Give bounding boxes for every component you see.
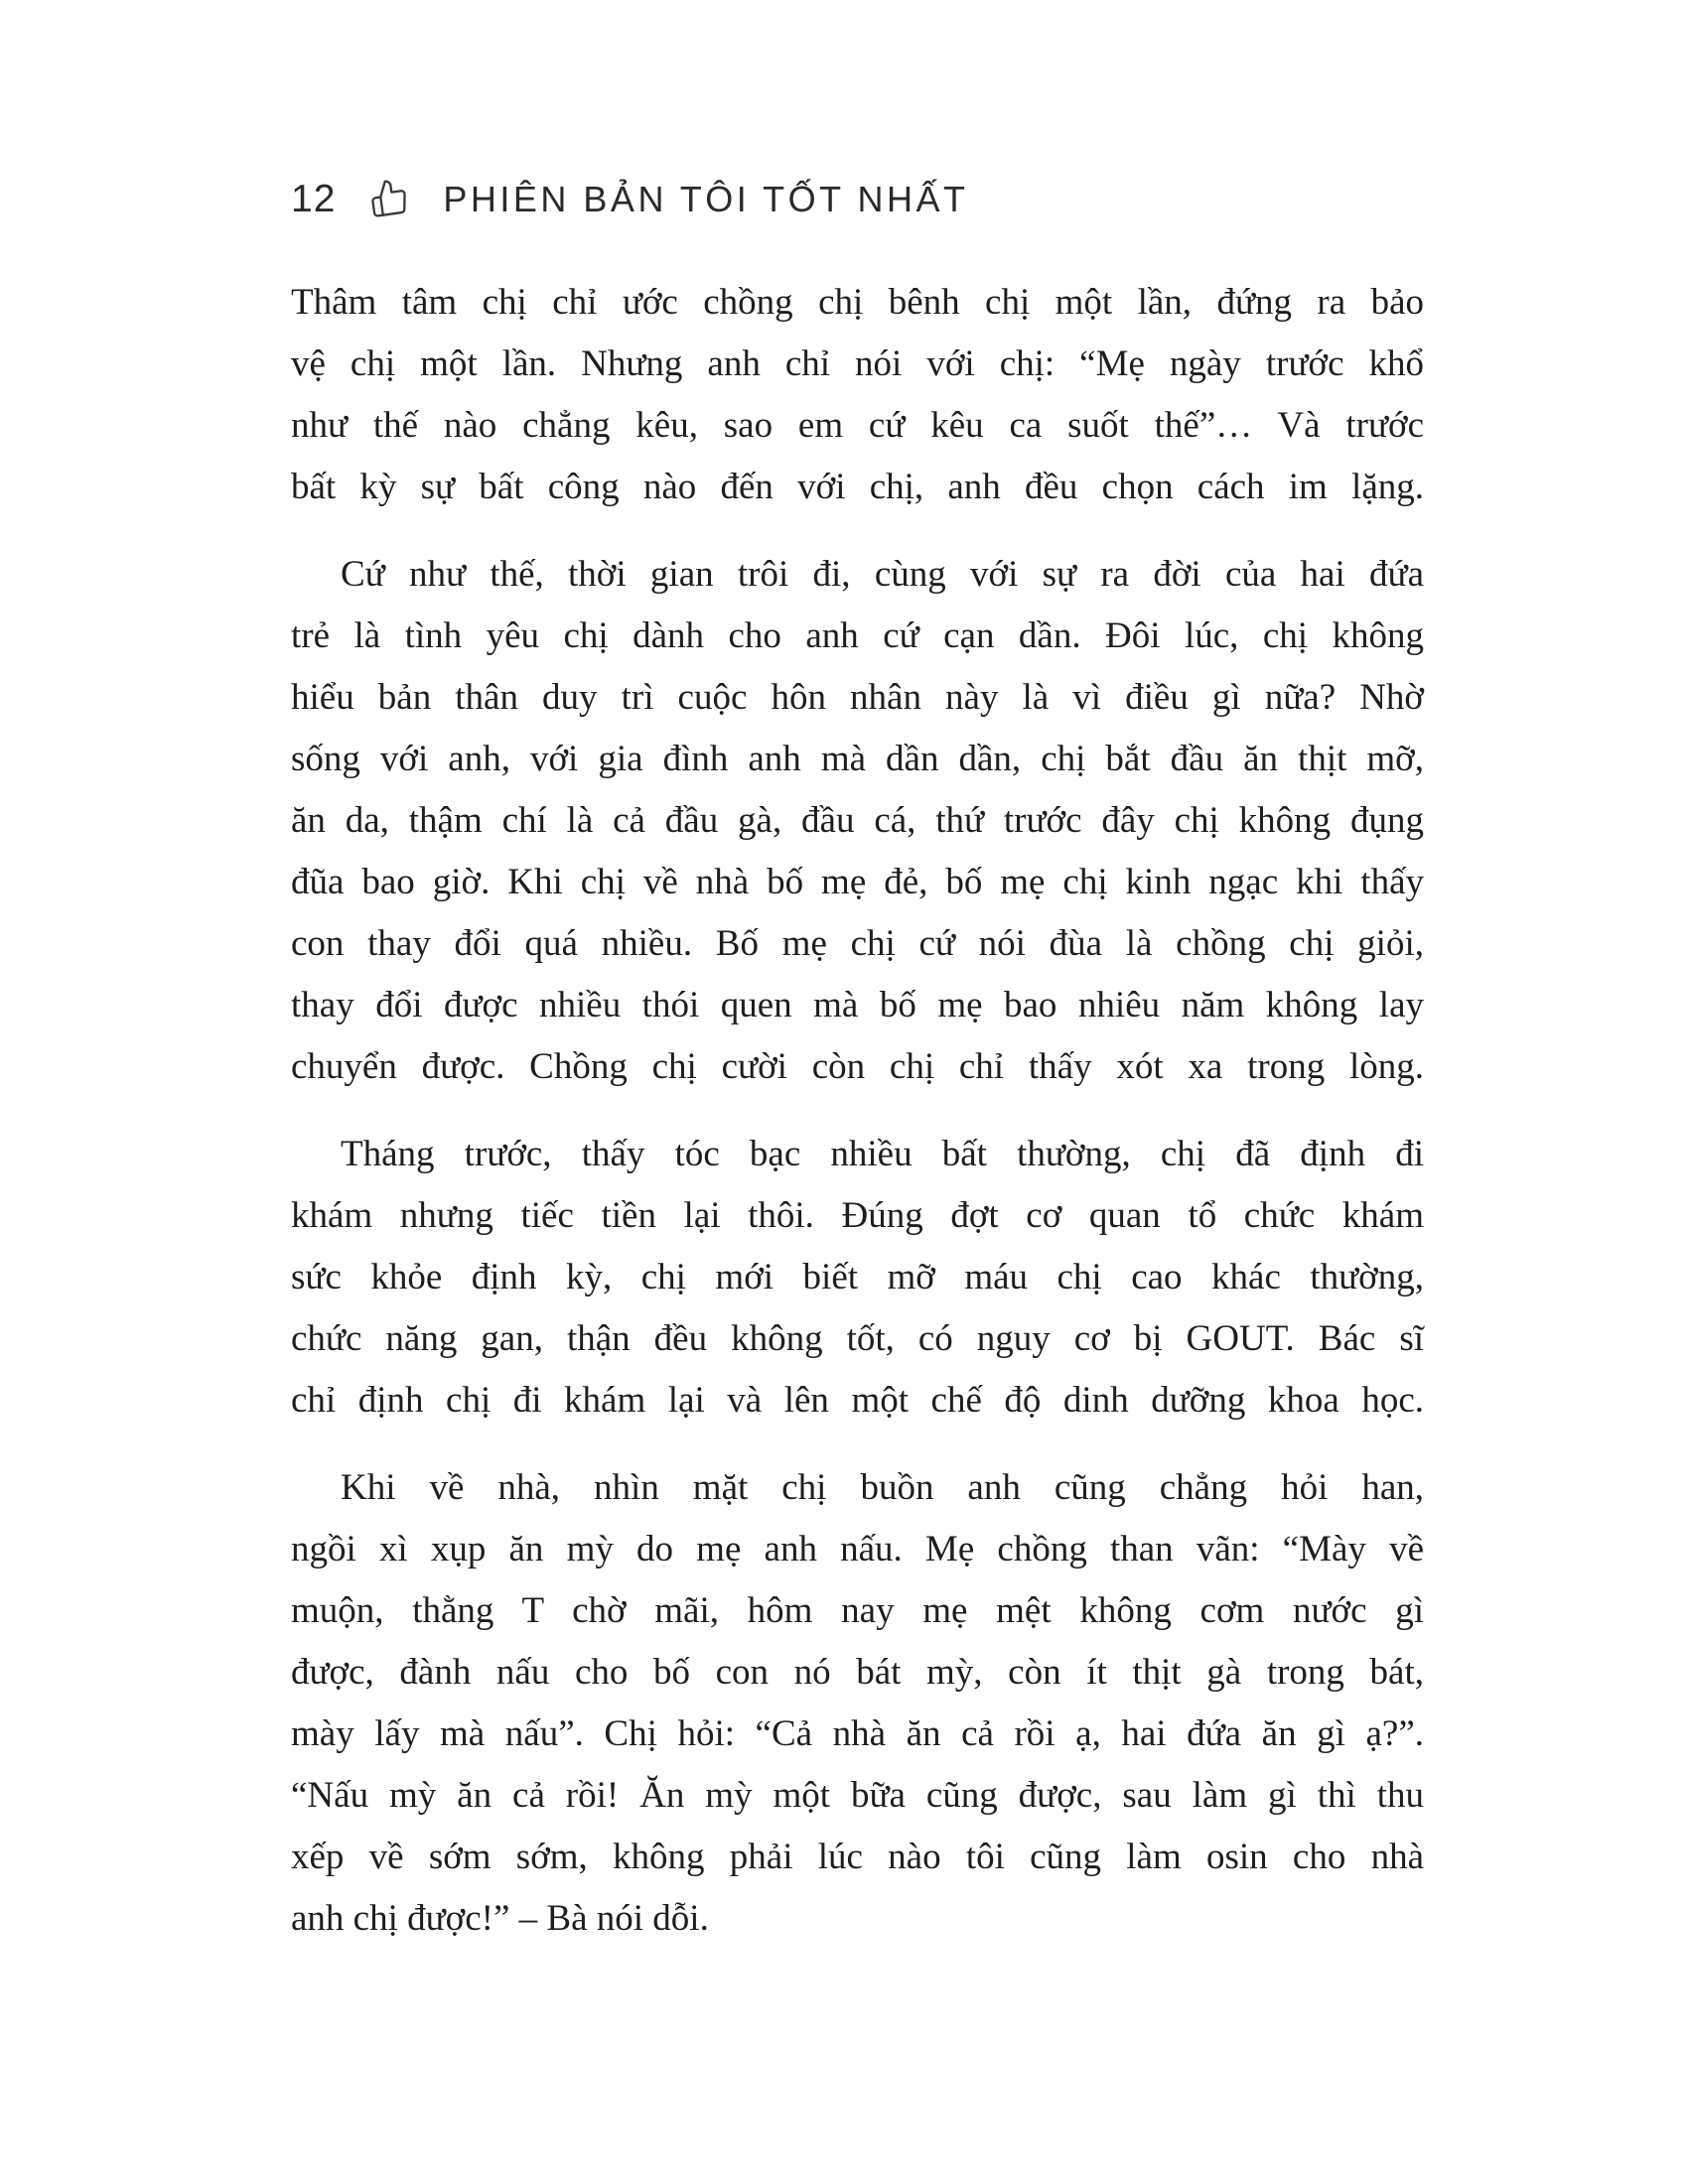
text-line: ngồi xì xụp ăn mỳ do mẹ anh nấu. Mẹ chồng than vãn: “Mày về [291,1529,1424,1570]
page-number: 12 [291,178,337,220]
text-line: hiểu bản thân duy trì cuộc hôn nhân này là vì điều gì nữa? Nhờ [291,677,1424,718]
text-line: muộn, thằng T chờ mãi, hôm nay mẹ mệt không cơm nước gì [291,1590,1424,1631]
text-line: Thâm tâm chị chỉ ước chồng chị bênh chị một lần, đứng ra bảo [291,282,1424,323]
text-line: như thế nào chẳng kêu, sao em cứ kêu ca suốt thế”… Và trước [291,405,1424,446]
text-line: Khi về nhà, nhìn mặt chị buồn anh cũng chẳng hỏi han, [341,1467,1424,1508]
text-line: xếp về sớm sớm, không phải lúc nào tôi cũng làm osin cho nhà [291,1837,1424,1877]
text-line: ăn da, thậm chí là cả đầu gà, đầu cá, thứ trước đây chị không đụng [291,800,1424,841]
text-line: anh chị được!” – Bà nói dỗi. [291,1898,709,1939]
paragraph [291,1457,1424,1950]
text-line: vệ chị một lần. Nhưng anh chỉ nói với chị: “Mẹ ngày trước khổ [291,343,1424,384]
paragraph [291,544,1424,1098]
text-line: đũa bao giờ. Khi chị về nhà bố mẹ đẻ, bố mẹ chị kinh ngạc khi thấy [291,862,1424,902]
text-line: sức khỏe định kỳ, chị mới biết mỡ máu chị cao khác thường, [291,1257,1424,1297]
paragraph [291,272,1424,518]
text-line: chức năng gan, thận đều không tốt, có nguy cơ bị GOUT. Bác sĩ [291,1318,1424,1359]
text-line: chuyển được. Chồng chị cười còn chị chỉ thấy xót xa trong lòng. [291,1046,1424,1087]
text-line: trẻ là tình yêu chị dành cho anh cứ cạn dần. Đôi lúc, chị không [291,615,1424,656]
text-line: Cứ như thế, thời gian trôi đi, cùng với sự ra đời của hai đứa [341,554,1424,595]
body-text [291,272,1424,1950]
text-line: sống với anh, với gia đình anh mà dần dần, chị bắt đầu ăn thịt mỡ, [291,739,1424,779]
text-line: Tháng trước, thấy tóc bạc nhiều bất thường, chị đã định đi [341,1134,1424,1174]
running-header [291,177,1424,222]
thumbs-up-icon [367,175,412,219]
text-line: “Nấu mỳ ăn cả rồi! Ăn mỳ một bữa cũng được, sau làm gì thì thu [291,1775,1424,1816]
chapter-title: PHIÊN BẢN TÔI TỐT NHẤT [443,179,969,219]
text-line: con thay đổi quá nhiều. Bố mẹ chị cứ nói đùa là chồng chị giỏi, [291,923,1424,964]
paragraph [291,1124,1424,1432]
text-line: chỉ định chị đi khám lại và lên một chế độ dinh dưỡng khoa học. [291,1380,1424,1421]
text-line: mày lấy mà nấu”. Chị hỏi: “Cả nhà ăn cả rồi ạ, hai đứa ăn gì ạ?”. [291,1713,1424,1754]
text-line: bất kỳ sự bất công nào đến với chị, anh đều chọn cách im lặng. [291,467,1424,507]
text-line: thay đổi được nhiều thói quen mà bố mẹ bao nhiêu năm không lay [291,985,1424,1025]
text-line: khám nhưng tiếc tiền lại thôi. Đúng đợt cơ quan tổ chức khám [291,1195,1424,1236]
text-line: được, đành nấu cho bố con nó bát mỳ, còn ít thịt gà trong bát, [291,1652,1424,1693]
